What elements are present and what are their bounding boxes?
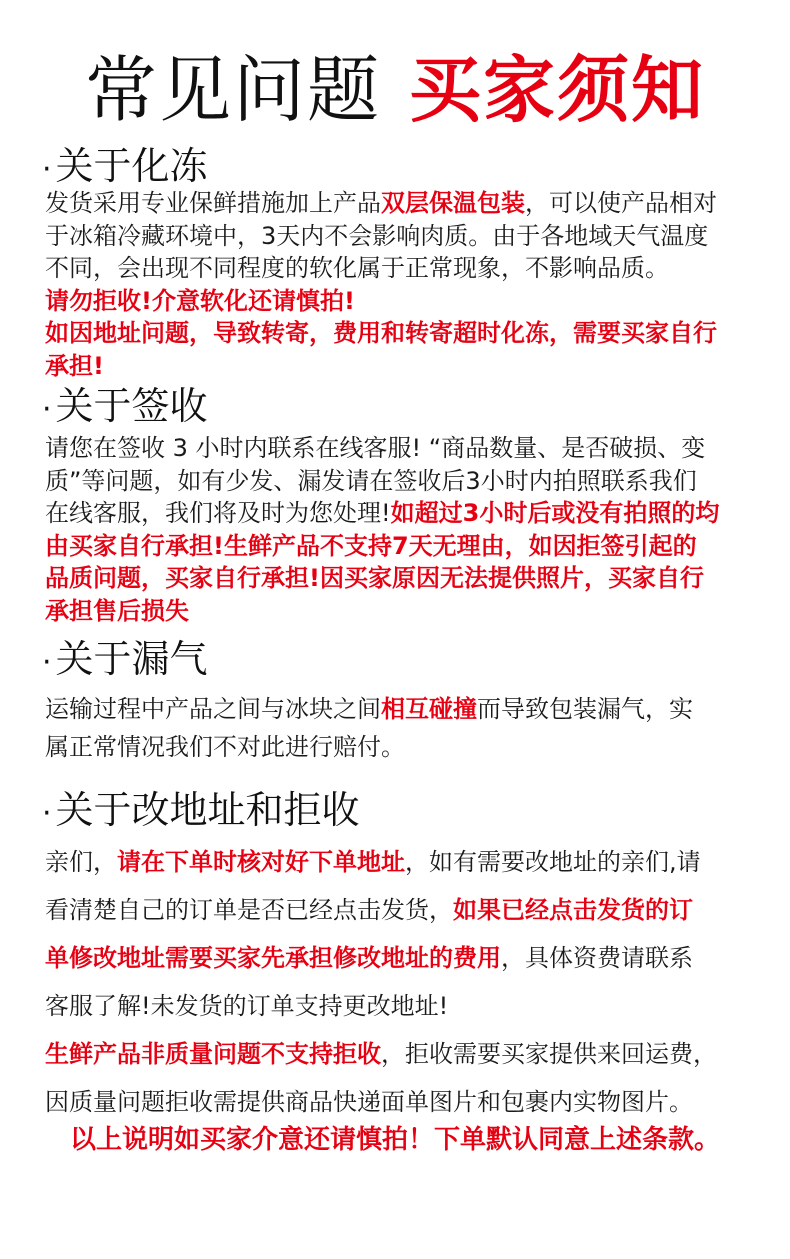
section-body-signoff [45,432,755,627]
text-line: 发货采用专业保鲜措施加上产品双层保温包装，可以使产品相对 [45,189,717,217]
section-body-address-refusal [45,838,755,1126]
footer-notice: 以上说明如买家介意还请慎拍！下单默认同意上述条款。 [69,1125,720,1155]
page-header [0,42,790,138]
section-body-air-leak [45,690,755,766]
section-heading-signoff: · 关于签收 [42,384,208,428]
section-heading-air-leak: · 关于漏气 [42,637,208,681]
text-line: 由买家自行承担!生鲜产品不支持7天无理由，如因拒签引起的 [45,531,697,560]
text-line: 客服了解!未发货的订单支持更改地址! [45,992,449,1020]
text-line: 于冰箱冷藏环境中，3天内不会影响肉质。由于各地域天气温度 [45,221,709,250]
section-heading-thaw: · 关于化冻 [42,144,208,188]
text-line: 单修改地址需要买家先承担修改地址的费用，具体资费请联系 [45,944,693,972]
text-line: 承担! [45,351,104,380]
text-line: 看清楚自己的订单是否已经点击发货，如果已经点击发货的订 [45,896,693,924]
title-buyer-notice: 买家须知 [409,48,706,132]
text-line: 因质量问题拒收需提供商品快递面单图片和包裹内实物图片。 [45,1088,693,1116]
text-line: 品质问题，买家自行承担!因买家原因无法提供照片，买家自行 [45,564,704,592]
text-line: 在线客服，我们将及时为您处理!如超过3小时后或没有拍照的均 [45,499,720,527]
text-line: 承担售后损失 [45,596,189,625]
title-faq: 常见问题 [84,48,381,132]
text-line: 质”等问题，如有少发、漏发请在签收后3小时内拍照联系我们 [45,466,697,495]
text-line: 亲们，请在下单时核对好下单地址，如有需要改地址的亲们,请 [45,848,701,876]
text-line: 请您在签收 3 小时内联系在线客服! “商品数量、是否破损、变 [45,434,706,462]
text-line: 生鲜产品非质量问题不支持拒收，拒收需要买家提供来回运费， [45,1040,717,1068]
text-line: 属正常情况我们不对此进行赔付。 [45,733,405,761]
section-body-thaw [45,187,755,382]
text-line: 运输过程中产品之间与冰块之间相互碰撞而导致包装漏气，实 [45,695,693,723]
text-line: 如因地址问题，导致转寄，费用和转寄超时化冻，需要买家自行 [45,319,717,347]
text-line: 不同，会出现不同程度的软化属于正常现象，不影响品质。 [45,254,669,282]
text-line: 请勿拒收!介意软化还请慎拍! [45,286,355,315]
section-heading-address-refusal: · 关于改地址和拒收 [42,788,360,832]
